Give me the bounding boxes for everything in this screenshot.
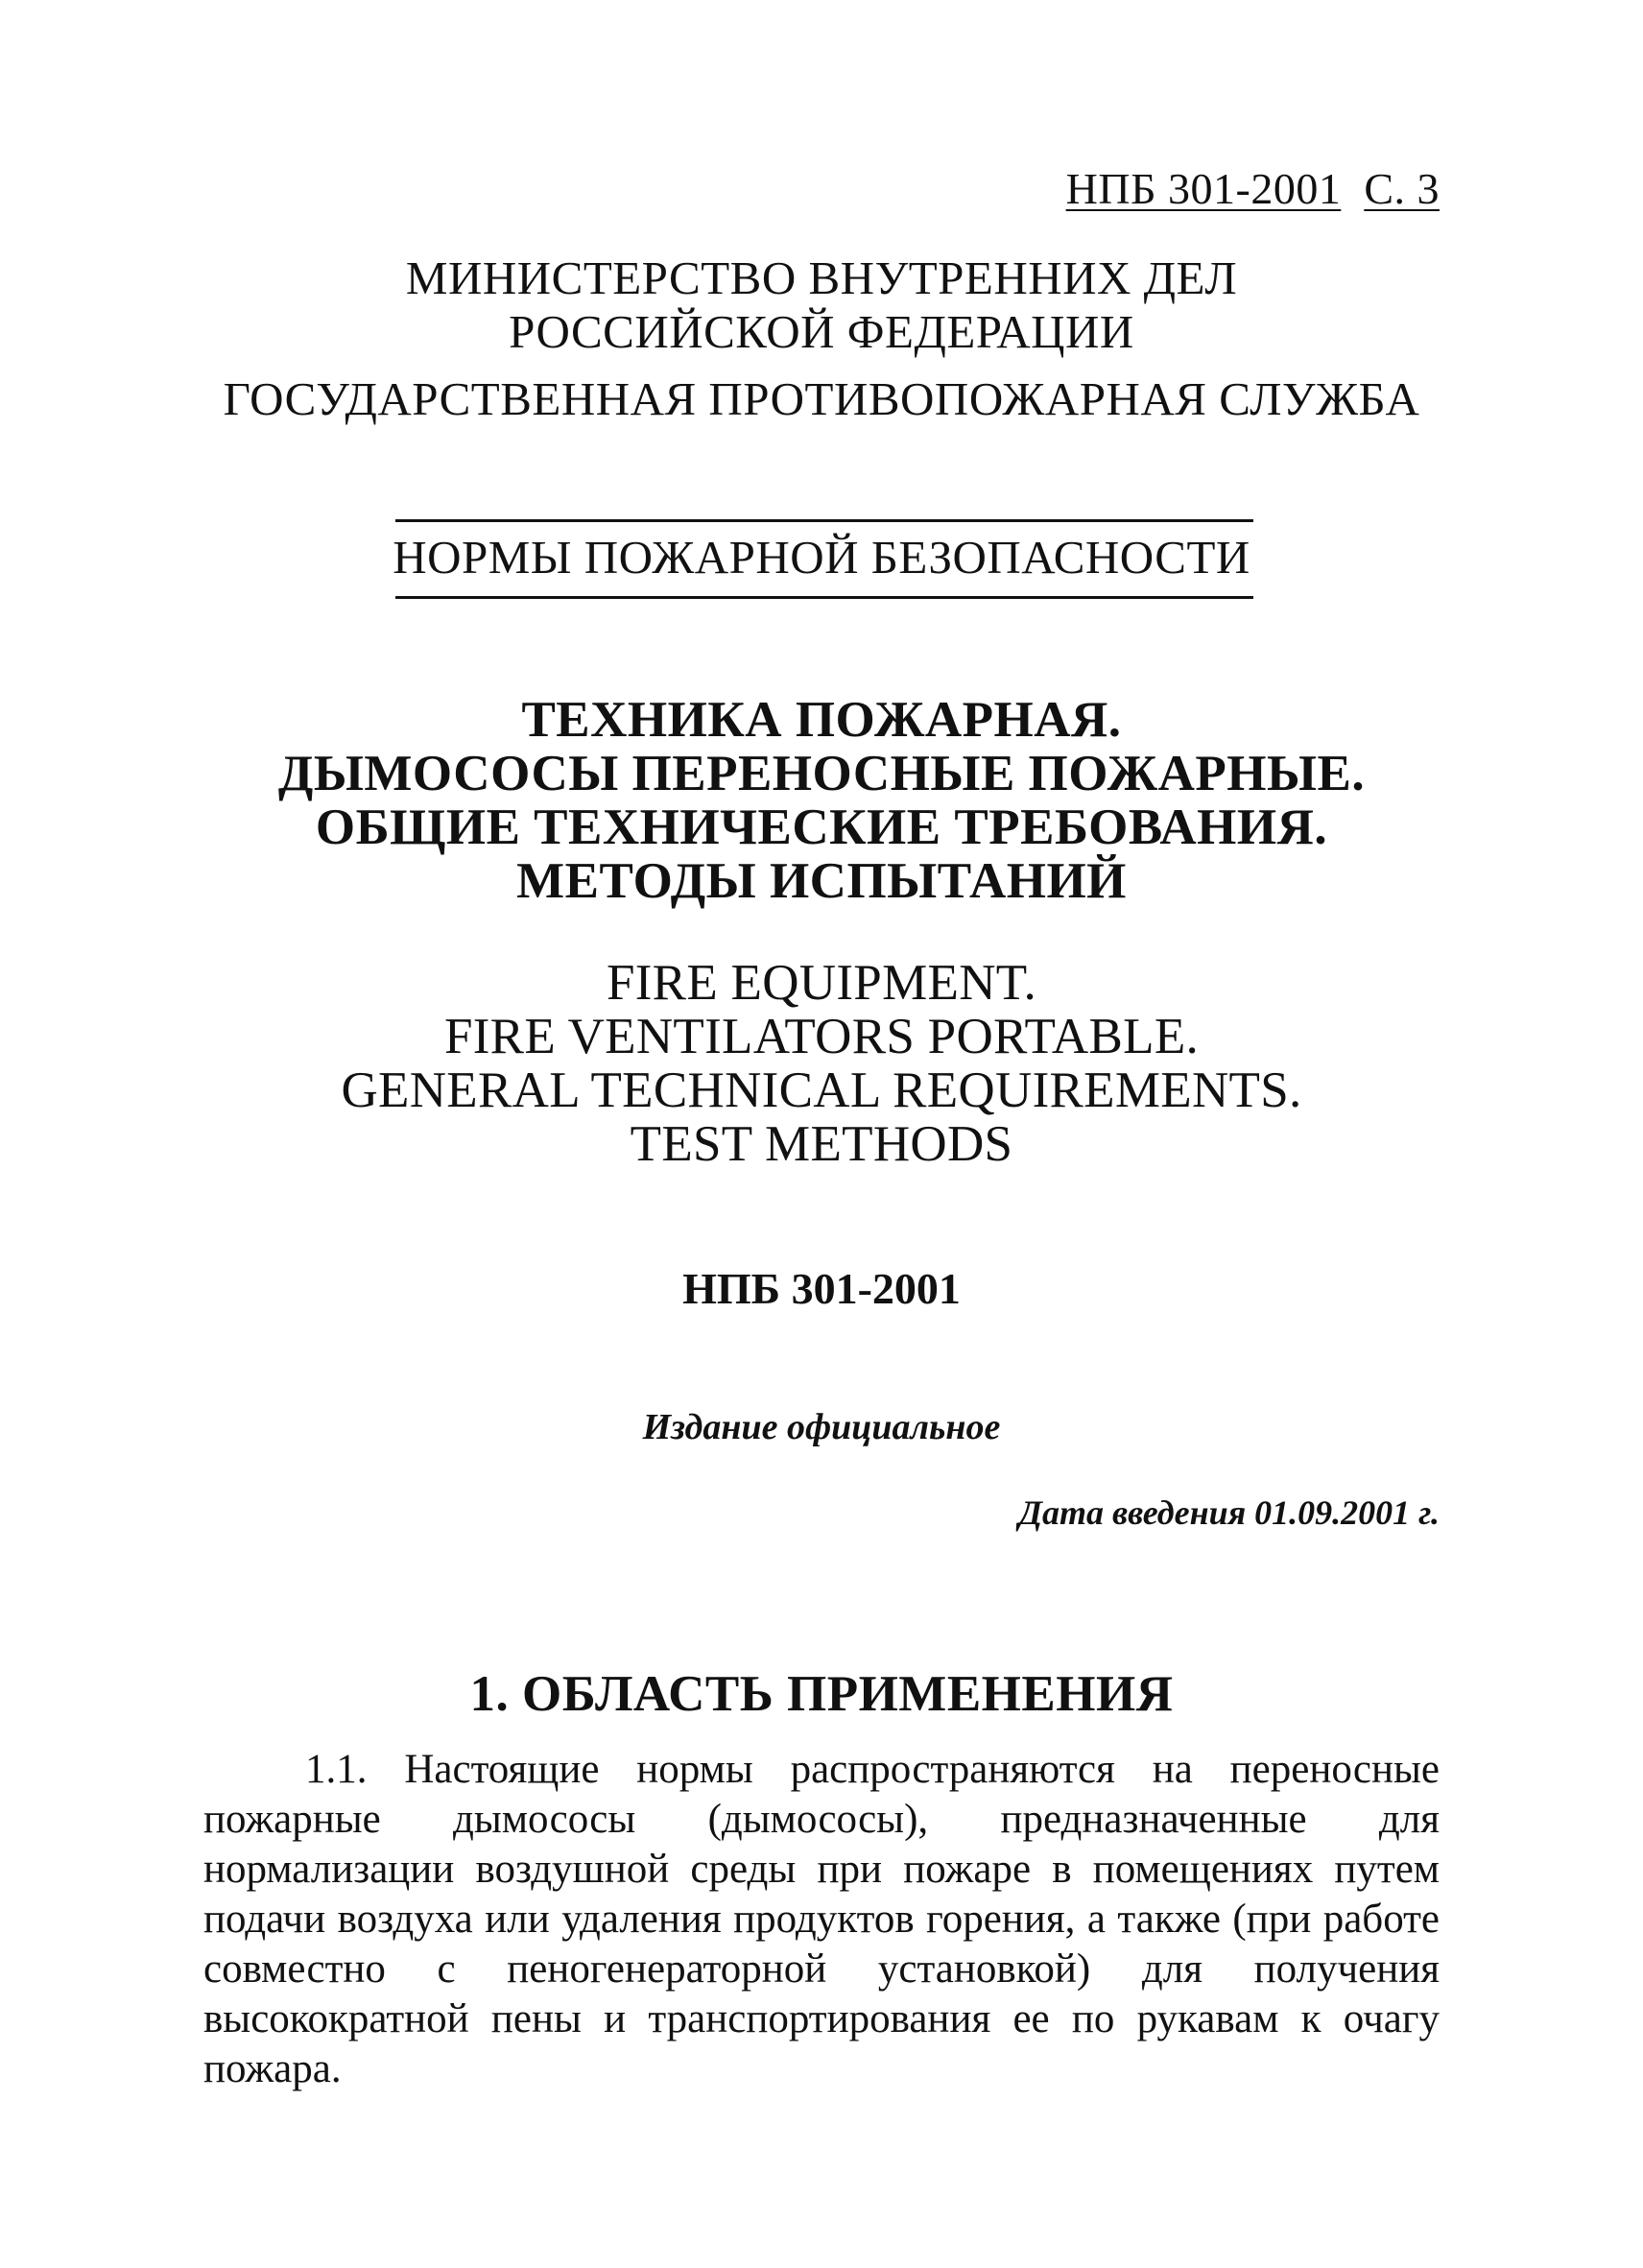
introduction-date: Дата введения 01.09.2001 г. [1018, 1493, 1440, 1532]
title-russian [0, 693, 1643, 908]
header-doc-code: НПБ 301-2001 [1065, 164, 1342, 213]
title-ru-line: ДЫМОСОСЫ ПЕРЕНОСНЫЕ ПОЖАРНЫЕ. [277, 746, 1366, 801]
document-code: НПБ 301-2001 [682, 1264, 961, 1313]
title-ru-line: ТЕХНИКА ПОЖАРНАЯ. [521, 692, 1122, 748]
section-heading: 1. ОБЛАСТЬ ПРИМЕНЕНИЯ [469, 1666, 1174, 1722]
title-ru-line: ОБЩИЕ ТЕХНИЧЕСКИЕ ТРЕБОВАНИЯ. [315, 800, 1328, 855]
page-header-reference [1066, 163, 1440, 214]
norms-label: НОРМЫ ПОЖАРНОЙ БЕЗОПАСНОСТИ [393, 531, 1250, 584]
norms-top-rule [395, 519, 1253, 522]
title-ru-line: МЕТОДЫ ИСПЫТАНИЙ [516, 853, 1127, 909]
ministry-name [0, 251, 1643, 359]
title-en-line: FIRE EQUIPMENT. [606, 955, 1037, 1011]
title-en-line: TEST METHODS [630, 1116, 1013, 1172]
title-en-line: FIRE VENTILATORS PORTABLE. [443, 1009, 1200, 1064]
norms-bottom-rule [395, 596, 1253, 599]
edition-label: Издание официальное [642, 1407, 1001, 1447]
title-english [0, 956, 1643, 1171]
ministry-line-2: РОССИЙСКОЙ ФЕДЕРАЦИИ [509, 305, 1134, 358]
header-page-number: С. 3 [1364, 164, 1440, 213]
title-en-line: GENERAL TECHNICAL REQUIREMENTS. [341, 1062, 1302, 1118]
section-paragraph: 1.1. Настоящие нормы распространяются на переносные пожарные дымососы (дымососы), предназначенные для нормализации воздушной среды при пожаре в помещениях путем подачи воздуха или удаления продуктов горения, а также (при работе совместно с пеногенераторной установкой) для получения высокократной пены и транспортирования ее по рукавам к очагу пожара. [203, 1747, 1440, 2091]
ministry-line-1: МИНИСТЕРСТВО ВНУТРЕННИХ ДЕЛ [405, 251, 1238, 304]
service-name: ГОСУДАРСТВЕННАЯ ПРОТИВОПОЖАРНАЯ СЛУЖБА [223, 372, 1420, 425]
